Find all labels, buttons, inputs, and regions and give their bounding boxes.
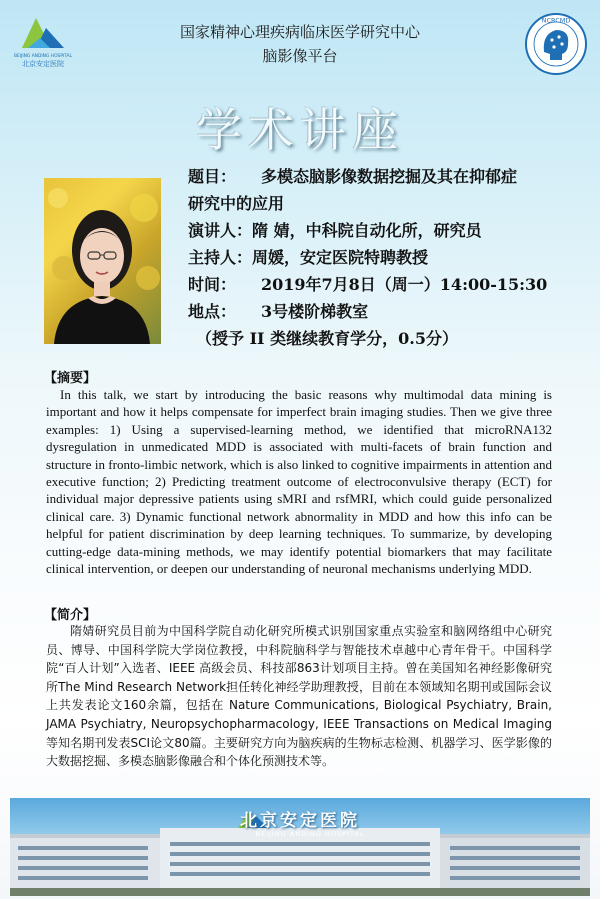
host-value: 周媛，安定医院特聘教授 — [252, 248, 429, 267]
topic-line-1 — [188, 166, 517, 188]
bio-heading: 【简介】 — [44, 608, 97, 623]
host-line — [188, 247, 428, 269]
topic-value: 多模态脑影像数据挖掘及其在抑郁症 — [261, 167, 518, 186]
abstract-heading: 【摘要】 — [44, 371, 97, 386]
logo-ncrcmd-text: NCRCMD — [541, 16, 571, 25]
place-line — [188, 301, 368, 323]
hospital-building-banner — [10, 798, 590, 896]
bio-text: 隋婧研究员目前为中国科学院自动化研究所模式识别国家重点实验室和脑网络组中心研究员、博导、中国科学院大学岗位教授，中科院脑科学与智能技术卓越中心青年骨干。中国科学院“百人计划”入选者、IEEE 高级会员、科技部863计划项目主持。曾在美国知名神经影像研究所The Mind Research Network担任转化神经学助理教授，目前在本领域知名期刊或国际会议上共发表论文160余篇，包括在 Nature Communications, Biological Psychiatry, Brain, JAMA Psychiatry, Neuropsychopharmacology, IEEE Transactions on Medical Imaging等知名期刊发表SCI论文80篇。主要研究方向为脑疾病的生物标志检测、机器学习、医学影像的大数据挖掘、多模态脑影像融合和个体化预测技术等。 — [46, 624, 552, 769]
time-label: 时间： — [188, 275, 237, 294]
place-label: 地点： — [188, 302, 237, 321]
time-line — [188, 274, 547, 296]
speaker-photo — [44, 178, 161, 344]
topic-label: 题目： — [188, 167, 237, 186]
org-title: 国家精神心理疾病临床医学研究中心 — [179, 23, 420, 41]
main-title: 学术讲座 — [196, 103, 404, 157]
speaker-value: 隋 婧，中科院自动化所，研究员 — [252, 221, 482, 240]
host-label: 主持人： — [188, 248, 253, 267]
credit-note: （授予 II 类继续教育学分，0.5分） — [196, 329, 458, 348]
place-value: 3号楼阶梯教室 — [261, 302, 369, 321]
logo-text-cn: 北京安定医院 — [22, 60, 64, 68]
hospital-name: 北京安定医院 — [240, 811, 360, 831]
logo-text-en: BEIJING ANDING HOSPITAL — [14, 54, 72, 59]
hospital-name-en: BEIJING ANDING HOSPITAL — [255, 830, 365, 838]
speaker-label: 演讲人： — [188, 221, 253, 240]
ncrcmd-logo — [524, 12, 588, 76]
speaker-line — [188, 220, 482, 242]
abstract-text: In this talk, we start by introducing the basic reasons why multimodal data mining is important and how it helps compensate for imperfect brain imaging studies. Then we give three examples: 1) Using a supervised-learning method, we identified that microRNA132 dysregulation in unmedicated MDD is associated with multi-facets of brain function and structure in fronto-limbic network, which is also linked to cognitive impairments in attention and executive function; 2) Predicting treatment outcome of electroconvulsive therapy (ECT) for individual major depressive patients using sMRI and rsfMRI, which could guide personalized clinical care. 3) Dynamic functional network abnormality in MDD and how this info can be helpful for patient discrimination by deep learning techniques. To summarize, by developing cutting-edge data-mining methods, we may identify potential biomarkers that may facilitate clinical intervention, or deepen our understanding of neuronal mechanisms underlying MDD. — [46, 387, 552, 577]
platform-title: 脑影像平台 — [262, 47, 338, 65]
time-value: 2019年7月8日（周一）14:00-15:30 — [261, 275, 548, 294]
topic-line-2: 研究中的应用 — [188, 194, 285, 213]
